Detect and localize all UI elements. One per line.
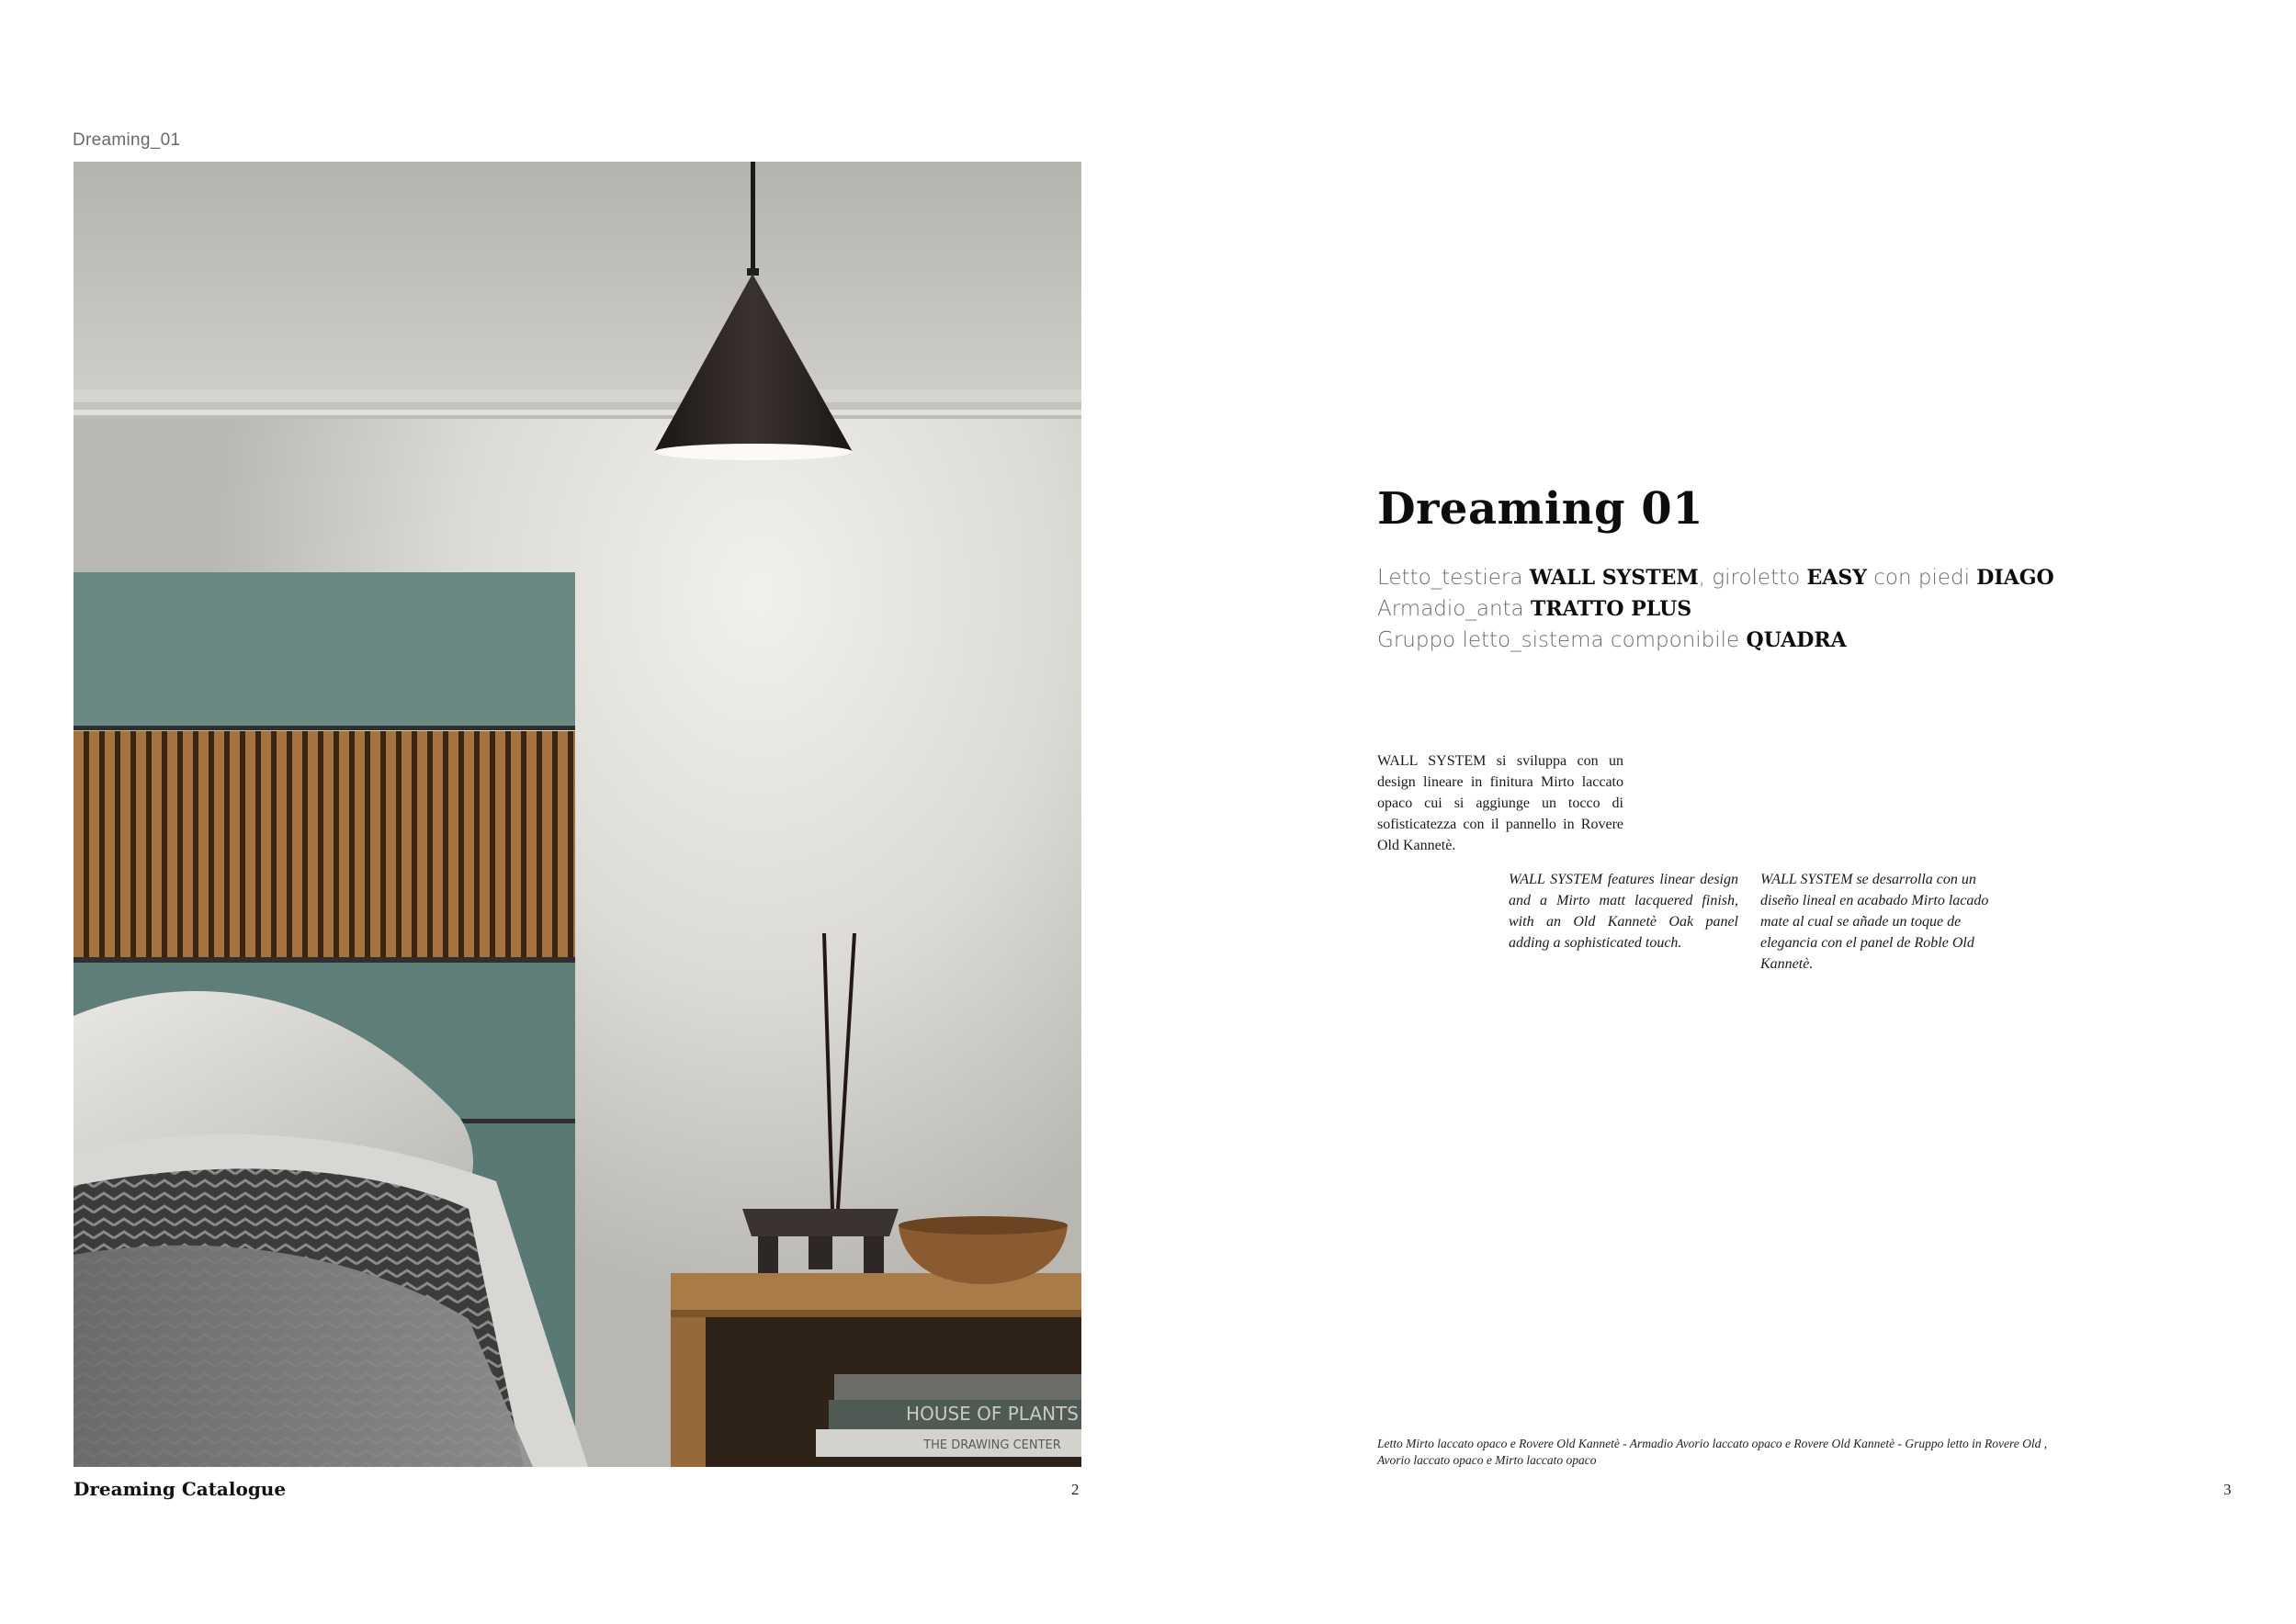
photo-caption: Letto Mirto laccato opaco e Rovere Old Kannetè - Armadio Avorio laccato opaco e Rovere Old Kannetè - Gruppo letto in Rovere Old , Avorio laccato opaco e Mirto laccato opaco xyxy=(1377,1437,2048,1467)
spec-line-wardrobe: Armadio_anta TRATTO PLUS xyxy=(1377,597,1692,621)
spec-line-bed-group: Gruppo letto_sistema componibile QUADRA xyxy=(1377,628,1847,652)
page-number-right: 3 xyxy=(2223,1481,2232,1498)
page-number-left: 2 xyxy=(1071,1481,1080,1498)
description-italian: WALL SYSTEM si sviluppa con un design lineare in finitura Mirto laccato opaco cui si aggiunge un tocco di sofisticatezza con il pannello in Rovere Old Kannetè. xyxy=(1377,753,1623,853)
description-english: WALL SYSTEM features linear design and a Mirto matt lacquered finish, with an Old Kannetè Oak panel adding a sophisticated touch. xyxy=(1509,872,1738,951)
product-specs xyxy=(1377,562,2204,656)
book-spine-1: HOUSE OF PLANTS xyxy=(906,1403,1079,1425)
catalogue-title: Dreaming Catalogue xyxy=(74,1478,287,1500)
spec-line-bed: Letto_testiera WALL SYSTEM, giroletto EASY con piedi DIAGO xyxy=(1377,566,2054,590)
description-spanish: WALL SYSTEM se desarrolla con un diseño lineal en acabado Mirto lacado mate al cual se añade un toque de elegancia con el panel de Roble Old Kannetè. xyxy=(1760,872,1989,972)
page-title: Dreaming 01 xyxy=(1377,483,1704,535)
section-label: Dreaming_01 xyxy=(73,130,181,150)
bedroom-photo xyxy=(74,162,1081,1467)
book-spine-2: THE DRAWING CENTER xyxy=(923,1438,1061,1452)
